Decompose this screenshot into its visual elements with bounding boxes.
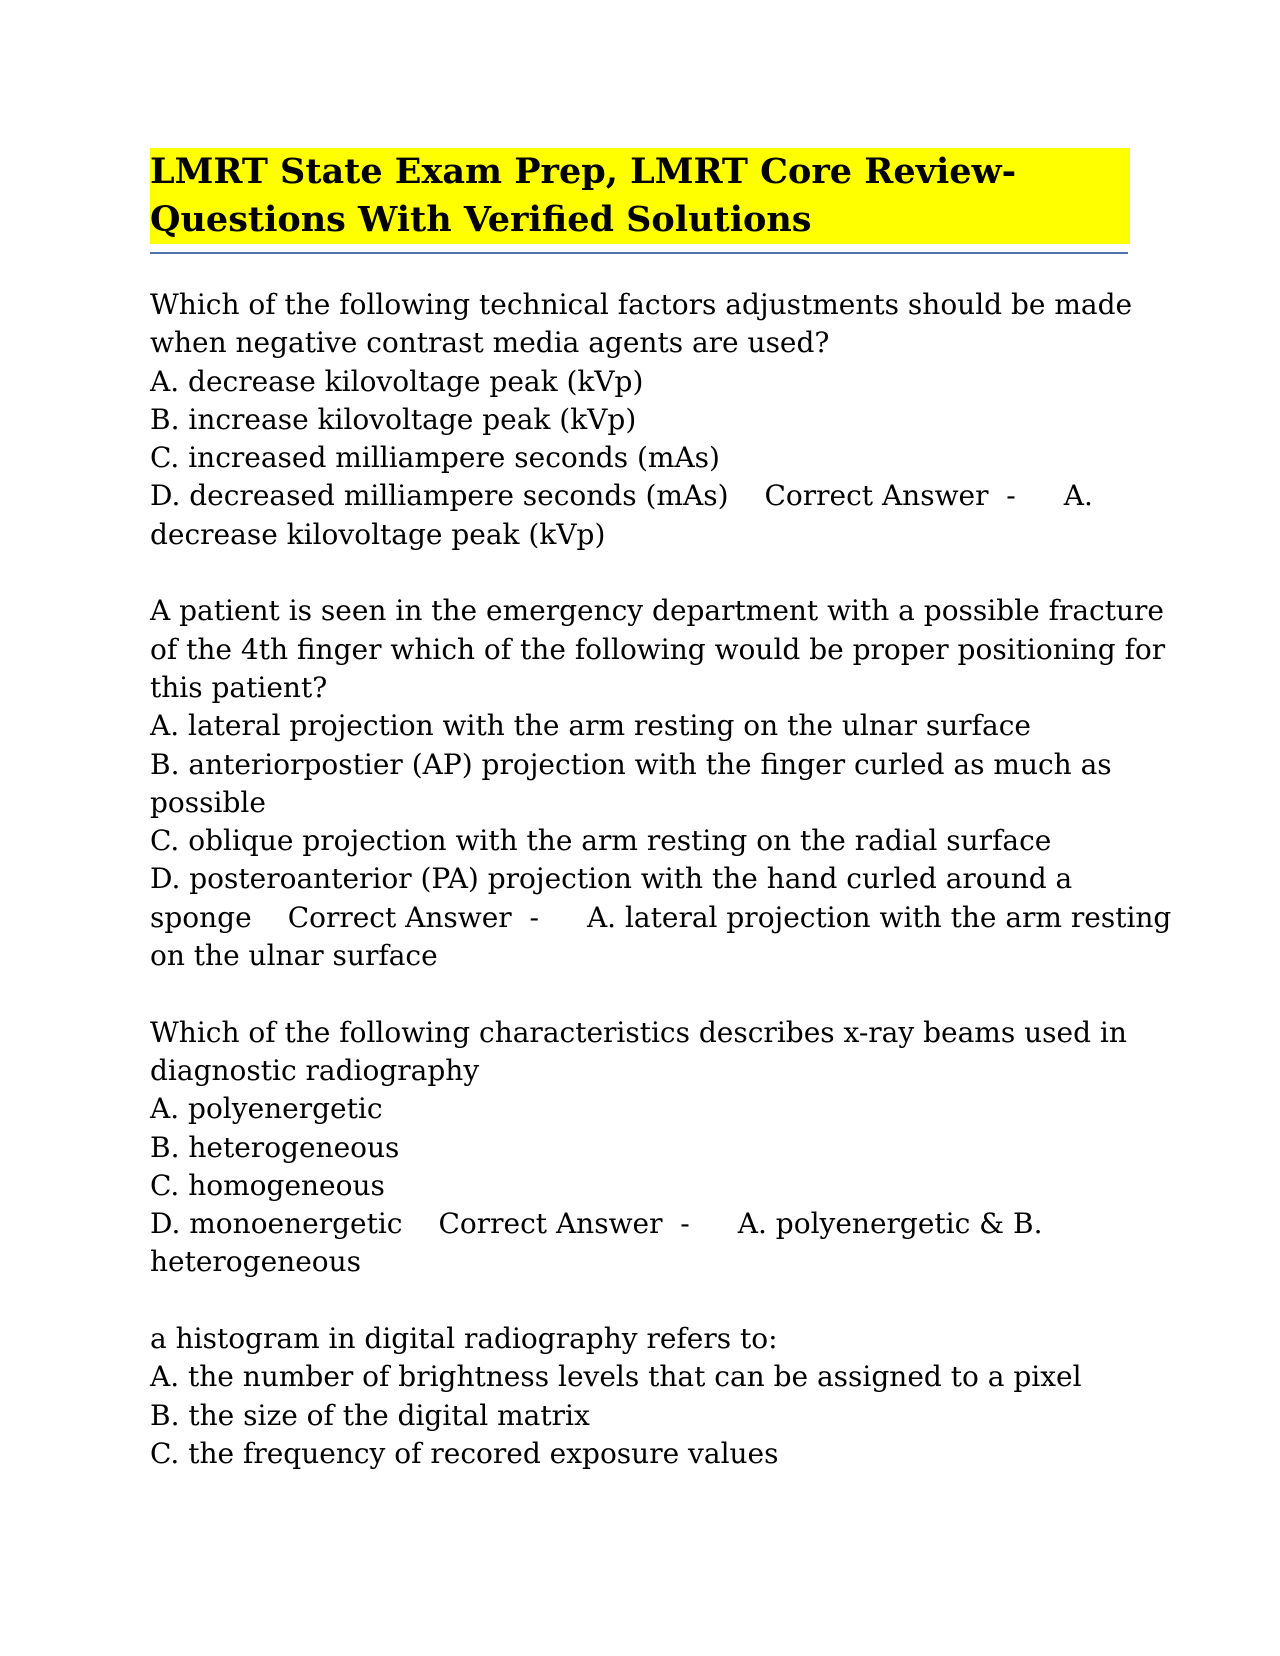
question-2-answer-label: Correct Answer - bbox=[287, 900, 539, 934]
question-2-text-line-3: this patient? bbox=[150, 670, 328, 704]
question-1-answer-label: Correct Answer - bbox=[764, 479, 1016, 513]
question-2-option-b-line-1: B. anteriorpostier (AP) projection with the finger curled as much as bbox=[150, 747, 1112, 781]
question-2-answer-rest: on the ulnar surface bbox=[150, 939, 438, 973]
title-divider bbox=[150, 252, 1128, 254]
question-2-text-line-2: of the 4th finger which of the following would be proper positioning for bbox=[150, 632, 1166, 666]
question-1-text-line-2: when negative contrast media agents are used? bbox=[150, 326, 830, 360]
document-page bbox=[150, 148, 1172, 1512]
question-3-option-d: D. monoenergetic bbox=[150, 1207, 403, 1241]
question-3-text-line-2: diagnostic radiography bbox=[150, 1053, 480, 1087]
question-2-option-b-line-2: possible bbox=[150, 785, 266, 819]
question-1-text-line-1: Which of the following technical factors adjustments should be made bbox=[150, 288, 1133, 321]
questions-body bbox=[150, 286, 1172, 1473]
document-title bbox=[150, 148, 1130, 244]
question-1-answer-start: A. bbox=[1063, 479, 1093, 513]
question-3-option-c: C. homogeneous bbox=[150, 1168, 385, 1202]
question-4 bbox=[150, 1320, 1130, 1473]
title-line-1: LMRT State Exam Prep, LMRT Core Review- bbox=[150, 151, 1017, 192]
question-4-text-line-1: a histogram in digital radiography refers to: bbox=[150, 1322, 778, 1356]
question-2 bbox=[150, 592, 1172, 975]
question-4-option-a: A. the number of brightness levels that can be assigned to a pixel bbox=[150, 1360, 1082, 1394]
question-2-option-d-line-2: sponge bbox=[150, 900, 252, 934]
question-3-answer-start: A. polyenergetic & B. bbox=[737, 1207, 1043, 1241]
question-2-option-d-line-1: D. posteroanterior (PA) projection with the hand curled around a bbox=[150, 862, 1073, 896]
question-4-option-b: B. the size of the digital matrix bbox=[150, 1398, 590, 1432]
question-1-answer-rest: decrease kilovoltage peak (kVp) bbox=[150, 517, 606, 551]
question-3-answer-rest: heterogeneous bbox=[150, 1245, 362, 1279]
question-3-option-a: A. polyenergetic bbox=[150, 1092, 383, 1126]
question-2-answer-start: A. lateral projection with the arm resting bbox=[586, 900, 1172, 934]
question-1-option-b: B. increase kilovoltage peak (kVp) bbox=[150, 402, 637, 436]
question-1 bbox=[150, 286, 1133, 554]
question-2-answer-line bbox=[150, 899, 1172, 937]
question-3-option-b: B. heterogeneous bbox=[150, 1130, 400, 1164]
question-1-option-d: D. decreased milliampere seconds (mAs) bbox=[150, 479, 729, 513]
question-3-text-line-1: Which of the following characteristics describes x-ray beams used in bbox=[150, 1015, 1127, 1049]
title-line-2: Questions With Verified Solutions bbox=[150, 199, 812, 240]
question-3-answer-line bbox=[150, 1205, 1130, 1243]
question-3-answer-label: Correct Answer - bbox=[438, 1207, 690, 1241]
question-3 bbox=[150, 1014, 1130, 1282]
question-2-option-c: C. oblique projection with the arm resting on the radial surface bbox=[150, 824, 1052, 858]
question-1-answer-line bbox=[150, 477, 1130, 515]
question-1-option-c: C. increased milliampere seconds (mAs) bbox=[150, 441, 720, 475]
question-2-option-a: A. lateral projection with the arm resting on the ulnar surface bbox=[150, 709, 1031, 743]
question-4-option-c: C. the frequency of recored exposure values bbox=[150, 1436, 779, 1470]
question-2-text-line-1: A patient is seen in the emergency department with a possible fracture bbox=[150, 594, 1164, 628]
question-1-option-a: A. decrease kilovoltage peak (kVp) bbox=[150, 364, 644, 398]
